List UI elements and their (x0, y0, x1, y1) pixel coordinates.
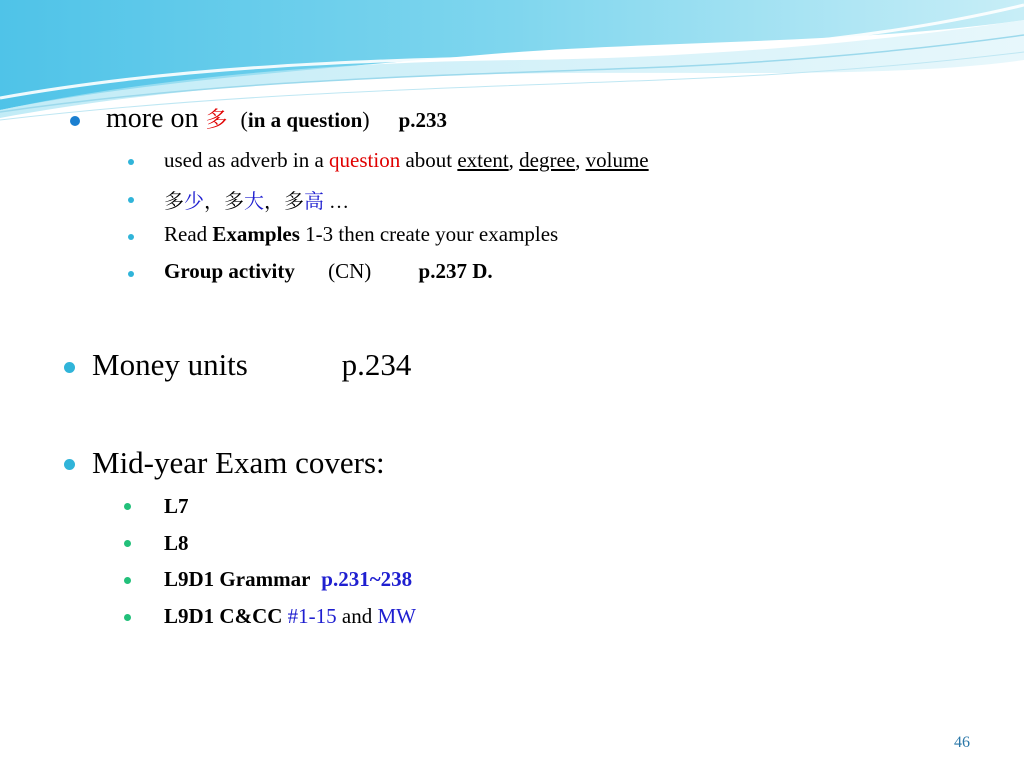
sub-item-chinese-examples (164, 185, 349, 214)
page-ref: p.231~238 (321, 567, 413, 591)
chinese-duo: ，多 (264, 189, 304, 213)
ellipsis: … (324, 191, 349, 213)
examples-instruction: 1-3 then create your examples (305, 222, 559, 246)
sub-item-group-activity (164, 259, 493, 284)
slide-page-number: 46 (954, 734, 970, 751)
page-ref: p.237 D. (418, 259, 493, 283)
page-ref: p.234 (341, 347, 412, 382)
sub-item-l8 (164, 531, 189, 556)
chinese-shao: 少 (184, 189, 204, 213)
in-a-question-text: in a question (247, 108, 363, 132)
close-paren: ) (362, 107, 370, 132)
page-ref: p.233 (398, 108, 448, 132)
adverb-text: used as adverb in a (164, 148, 324, 172)
midyear-exam-text: Mid-year Exam covers: (92, 445, 385, 480)
volume-word: volume (585, 148, 649, 172)
open-paren: ( (240, 107, 248, 132)
chinese-gao: 高 (304, 189, 324, 213)
sub-bullet-icon (124, 540, 131, 547)
sub-item-l7 (164, 494, 189, 519)
lesson-l7: L7 (164, 494, 189, 518)
sub-item-l9d1-grammar (164, 567, 412, 592)
sub-bullet-icon (128, 159, 134, 165)
extent-word: extent (457, 148, 509, 172)
degree-word: degree (519, 148, 576, 172)
sub-bullet-icon (124, 503, 131, 510)
sub-bullet-icon (124, 577, 131, 584)
sub-bullet-icon (128, 197, 134, 203)
more-on-text: more on (106, 103, 199, 134)
chinese-da: 大 (244, 189, 264, 213)
bullet-icon (70, 116, 80, 126)
bullet-item-midyear-exam (92, 445, 385, 481)
chinese-duo-char: 多 (205, 108, 228, 133)
question-word: question (329, 148, 401, 172)
mw-text: MW (377, 604, 416, 628)
cn-text: (CN) (328, 259, 372, 283)
bullet-item-more-on (106, 103, 447, 135)
bullet-icon (64, 459, 75, 470)
bullet-icon (64, 362, 75, 373)
examples-word: Examples (212, 222, 300, 246)
read-text: Read (164, 222, 208, 246)
sub-item-l9d1-ccc (164, 604, 416, 629)
sub-bullet-icon (128, 271, 134, 277)
money-units-text: Money units (92, 347, 248, 382)
sub-bullet-icon (124, 614, 131, 621)
chinese-duo: 多 (164, 189, 184, 213)
bullet-item-money-units (92, 347, 411, 383)
group-activity-text: Group activity (164, 259, 295, 283)
l9d1-grammar-text: L9D1 Grammar (164, 567, 311, 591)
and-text: and (341, 604, 373, 628)
sub-item-adverb (164, 148, 649, 173)
sub-bullet-icon (128, 234, 134, 240)
comma: , (508, 148, 514, 172)
chinese-duo: ，多 (204, 189, 244, 213)
lesson-l8: L8 (164, 531, 189, 555)
items-range: #1-15 (287, 604, 337, 628)
comma: , (575, 148, 581, 172)
about-text: about (405, 148, 453, 172)
sub-item-read-examples (164, 222, 558, 247)
l9d1-ccc-text: L9D1 C&CC (164, 604, 283, 628)
